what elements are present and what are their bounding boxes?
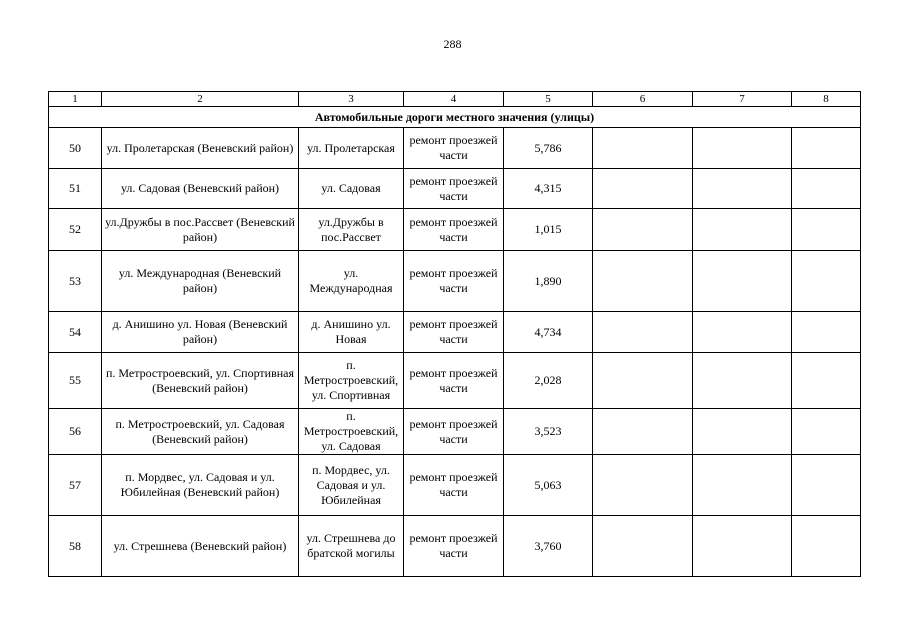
- column-7-cell: [693, 516, 792, 577]
- road-length: 4,315: [504, 169, 593, 209]
- roads-table: [48, 91, 861, 577]
- work-type: ремонт проезжей части: [404, 516, 504, 577]
- table-row: [49, 516, 861, 577]
- road-name: д. Анишино ул. Новая (Веневский район): [102, 312, 299, 353]
- work-type: ремонт проезжей части: [404, 251, 504, 312]
- column-header: 6: [593, 92, 693, 107]
- table-row: [49, 455, 861, 516]
- row-number: 50: [49, 128, 102, 169]
- column-8-cell: [792, 409, 861, 455]
- column-7-cell: [693, 128, 792, 169]
- column-7-cell: [693, 455, 792, 516]
- section-title-row: [49, 107, 861, 128]
- row-number: 56: [49, 409, 102, 455]
- table-row: [49, 353, 861, 409]
- work-type: ремонт проезжей части: [404, 353, 504, 409]
- row-number: 52: [49, 209, 102, 251]
- column-number-row: [49, 92, 861, 107]
- column-8-cell: [792, 209, 861, 251]
- table-row: [49, 209, 861, 251]
- road-name: ул. Стрешнева (Веневский район): [102, 516, 299, 577]
- road-length: 5,786: [504, 128, 593, 169]
- column-header: 8: [792, 92, 861, 107]
- road-location: п. Мордвес, ул. Садовая и ул. Юбилейная: [299, 455, 404, 516]
- table-row: [49, 251, 861, 312]
- column-6-cell: [593, 409, 693, 455]
- road-name: ул. Пролетарская (Веневский район): [102, 128, 299, 169]
- column-header: 7: [693, 92, 792, 107]
- road-length: 4,734: [504, 312, 593, 353]
- row-number: 58: [49, 516, 102, 577]
- table-row: [49, 169, 861, 209]
- table-row: [49, 128, 861, 169]
- column-header: 3: [299, 92, 404, 107]
- road-location: ул. Пролетарская: [299, 128, 404, 169]
- column-8-cell: [792, 516, 861, 577]
- column-7-cell: [693, 312, 792, 353]
- work-type: ремонт проезжей части: [404, 312, 504, 353]
- road-location: д. Анишино ул. Новая: [299, 312, 404, 353]
- road-name: п. Метростроевский, ул. Спортивная (Веневский район): [102, 353, 299, 409]
- column-6-cell: [593, 128, 693, 169]
- row-number: 54: [49, 312, 102, 353]
- column-7-cell: [693, 169, 792, 209]
- column-8-cell: [792, 169, 861, 209]
- road-length: 2,028: [504, 353, 593, 409]
- column-6-cell: [593, 353, 693, 409]
- column-header: 1: [49, 92, 102, 107]
- road-location: п. Метростроевский, ул. Спортивная: [299, 353, 404, 409]
- road-location: ул. Стрешнева до братской могилы: [299, 516, 404, 577]
- section-title: Автомобильные дороги местного значения (улицы): [49, 107, 861, 128]
- work-type: ремонт проезжей части: [404, 455, 504, 516]
- road-location: ул. Международная: [299, 251, 404, 312]
- road-name: п. Мордвес, ул. Садовая и ул. Юбилейная (Веневский район): [102, 455, 299, 516]
- table-row: [49, 409, 861, 455]
- column-7-cell: [693, 209, 792, 251]
- column-7-cell: [693, 409, 792, 455]
- column-7-cell: [693, 353, 792, 409]
- table-row: [49, 312, 861, 353]
- column-8-cell: [792, 251, 861, 312]
- column-6-cell: [593, 251, 693, 312]
- column-6-cell: [593, 169, 693, 209]
- row-number: 57: [49, 455, 102, 516]
- column-8-cell: [792, 128, 861, 169]
- road-length: 5,063: [504, 455, 593, 516]
- road-location: ул.Дружбы в пос.Рассвет: [299, 209, 404, 251]
- column-8-cell: [792, 312, 861, 353]
- column-7-cell: [693, 251, 792, 312]
- column-8-cell: [792, 455, 861, 516]
- column-header: 4: [404, 92, 504, 107]
- column-6-cell: [593, 455, 693, 516]
- page-number: 288: [443, 37, 462, 51]
- row-number: 53: [49, 251, 102, 312]
- road-name: ул.Дружбы в пос.Рассвет (Веневский район): [102, 209, 299, 251]
- road-length: 3,760: [504, 516, 593, 577]
- work-type: ремонт проезжей части: [404, 128, 504, 169]
- road-location: п. Метростроевский, ул. Садовая: [299, 409, 404, 455]
- road-length: 1,890: [504, 251, 593, 312]
- road-length: 3,523: [504, 409, 593, 455]
- work-type: ремонт проезжей части: [404, 169, 504, 209]
- road-name: п. Метростроевский, ул. Садовая (Веневский район): [102, 409, 299, 455]
- row-number: 51: [49, 169, 102, 209]
- column-6-cell: [593, 312, 693, 353]
- column-6-cell: [593, 209, 693, 251]
- column-6-cell: [593, 516, 693, 577]
- column-8-cell: [792, 353, 861, 409]
- road-name: ул. Международная (Веневский район): [102, 251, 299, 312]
- road-name: ул. Садовая (Веневский район): [102, 169, 299, 209]
- column-header: 5: [504, 92, 593, 107]
- row-number: 55: [49, 353, 102, 409]
- work-type: ремонт проезжей части: [404, 409, 504, 455]
- road-location: ул. Садовая: [299, 169, 404, 209]
- column-header: 2: [102, 92, 299, 107]
- work-type: ремонт проезжей части: [404, 209, 504, 251]
- road-length: 1,015: [504, 209, 593, 251]
